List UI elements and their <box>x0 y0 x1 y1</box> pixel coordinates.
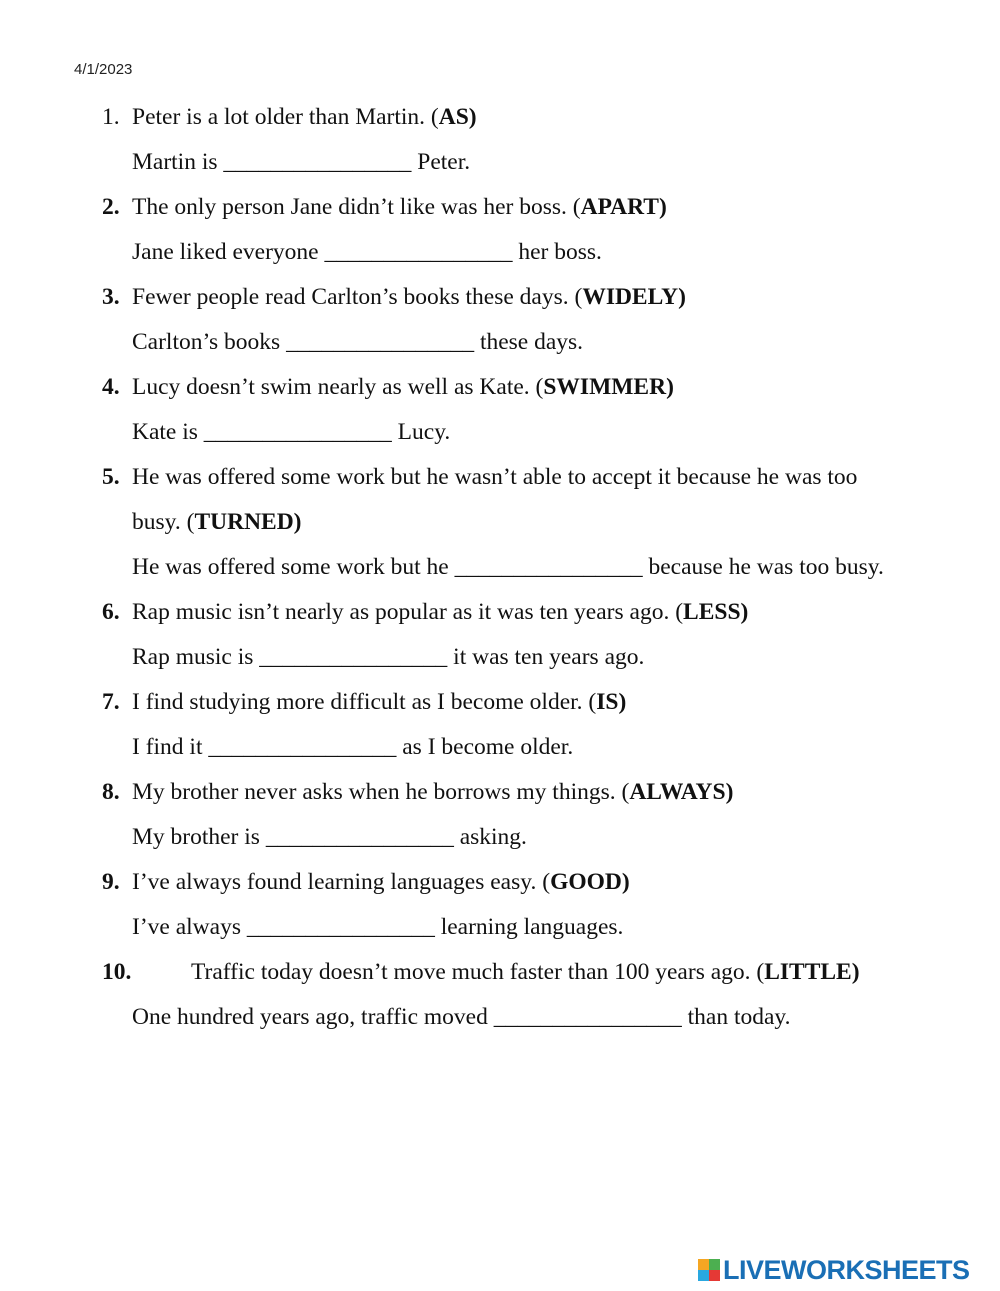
answer-before: Martin is <box>132 149 224 175</box>
liveworksheets-logo <box>698 1255 970 1285</box>
answer-before: One hundred years ago, traffic moved <box>132 1004 494 1030</box>
answer-after: these days. <box>474 329 584 355</box>
prompt-text: I find studying more difficult as I become older. ( <box>132 689 597 715</box>
keyword: LITTLE) <box>764 959 860 985</box>
keyword: WIDELY) <box>582 284 686 310</box>
answer-after: her boss. <box>512 239 602 265</box>
answer-after: learning languages. <box>434 914 624 940</box>
question-number: 10. <box>102 959 132 985</box>
answer-before: I find it <box>132 734 209 760</box>
answer-before: Rap music is <box>132 644 260 670</box>
answer-before: Jane liked everyone <box>132 239 325 265</box>
answer-blank[interactable]: ________________ <box>324 239 513 265</box>
answer-blank[interactable]: ________________ <box>454 554 643 580</box>
answer-after: it was ten years ago. <box>447 644 645 670</box>
answer-blank[interactable]: ________________ <box>203 419 392 445</box>
keyword: AS) <box>438 104 477 130</box>
document-date: 4/1/2023 <box>74 61 133 78</box>
answer-after: because he was too busy. <box>642 554 884 580</box>
brand-name: LIVEWORKSHEETS <box>723 1254 970 1285</box>
prompt-text: Rap music isn’t nearly as popular as it was ten years ago. ( <box>132 599 684 625</box>
answer-blank[interactable]: ________________ <box>286 329 475 355</box>
answer-before: Kate is <box>132 419 204 445</box>
answer-after: than today. <box>681 1004 791 1030</box>
answer-before: Carlton’s books <box>132 329 287 355</box>
keyword: LESS) <box>683 599 749 625</box>
keyword: SWIMMER) <box>543 374 674 400</box>
question-number: 5. <box>102 464 120 490</box>
prompt-text: Peter is a lot older than Martin. ( <box>132 104 439 130</box>
prompt-text: I’ve always found learning languages easy. ( <box>132 869 551 895</box>
prompt-text: busy. ( <box>132 509 195 535</box>
keyword: IS) <box>596 689 627 715</box>
answer-after: asking. <box>453 824 527 850</box>
liveworksheets-mark-icon <box>698 1259 720 1281</box>
answer-blank[interactable]: ________________ <box>259 644 448 670</box>
question-number: 1. <box>102 104 120 130</box>
question-number: 9. <box>102 869 120 895</box>
prompt-text: Lucy doesn’t swim nearly as well as Kate. ( <box>132 374 544 400</box>
prompt-text: Traffic today doesn’t move much faster than 100 years ago. ( <box>191 959 765 985</box>
answer-blank[interactable]: ________________ <box>493 1004 682 1030</box>
keyword: GOOD) <box>550 869 630 895</box>
answer-after: Peter. <box>411 149 471 175</box>
keyword: ALWAYS) <box>629 779 734 805</box>
prompt-text: My brother never asks when he borrows my things. ( <box>132 779 630 805</box>
question-number: 2. <box>102 194 120 220</box>
prompt-text: The only person Jane didn’t like was her boss. ( <box>132 194 581 220</box>
prompt-text: Fewer people read Carlton’s books these days. ( <box>132 284 583 310</box>
answer-after: Lucy. <box>391 419 451 445</box>
prompt-text: He was offered some work but he wasn’t able to accept it because he was too <box>132 464 858 490</box>
answer-before: My brother is <box>132 824 266 850</box>
answer-before: He was offered some work but he <box>132 554 455 580</box>
question-number: 7. <box>102 689 120 715</box>
keyword: APART) <box>580 194 667 220</box>
question-number: 6. <box>102 599 120 625</box>
answer-blank[interactable]: ________________ <box>208 734 397 760</box>
answer-before: I’ve always <box>132 914 247 940</box>
question-number: 8. <box>102 779 120 805</box>
question-number: 3. <box>102 284 120 310</box>
answer-blank[interactable]: ________________ <box>223 149 412 175</box>
answer-after: as I become older. <box>396 734 574 760</box>
answer-blank[interactable]: ________________ <box>246 914 435 940</box>
answer-blank[interactable]: ________________ <box>265 824 454 850</box>
keyword: TURNED) <box>194 509 302 535</box>
question-number: 4. <box>102 374 120 400</box>
